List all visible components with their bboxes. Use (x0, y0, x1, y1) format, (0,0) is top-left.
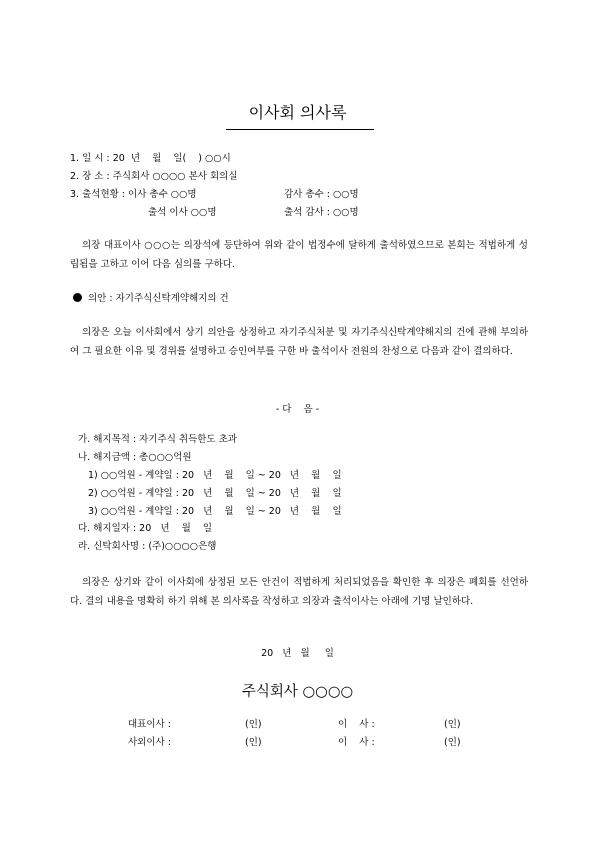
signing-date: 20 년 월 일 (261, 648, 334, 659)
agenda-text: 의안 : 자기주식신탁계약해지의 건 (88, 293, 229, 304)
attendance-auditors-present: 출석 감사 : ○○명 (284, 207, 359, 218)
attendance-directors-present: 출석 이사 ○○명 (148, 207, 217, 218)
title-underline (226, 129, 374, 130)
document-title: 이사회 의사록 (248, 103, 347, 122)
item-purpose: 가. 해지목적 : 자기주식 취득한도 초과 (78, 434, 237, 445)
outside-director-label: 사외이사 : (128, 737, 171, 748)
meeting-place: 2. 장 소 : 주식회사 ○○○○ 본사 회의실 (70, 171, 238, 182)
agenda-line (73, 293, 229, 305)
attendance-auditors-total: 감사 총수 : ○○명 (284, 189, 359, 200)
item-contract-2: 2) ○○억원 - 계약일 : 20 년 월 일 ~ 20 년 월 일 (88, 488, 342, 499)
ceo-label: 대표이사 : (128, 719, 171, 730)
meeting-datetime: 1. 일 시 : 20 년 월 일( ) ○○시 (70, 153, 231, 164)
director2-seal: (인) (444, 737, 461, 748)
director2-label: 이 사 : (338, 737, 375, 748)
resolution-heading: - 다 음 - (275, 404, 320, 415)
company-name: 주식회사 ○○○○ (241, 684, 354, 700)
director1-label: 이 사 : (338, 719, 375, 730)
director1-seal: (인) (444, 719, 461, 730)
closing-paragraph: 의장은 상기와 같이 이사회에 상정된 모든 안건이 적법하게 처리되었음을 확인한 후 의장은 폐회를 선언하다. 결의 내용을 명확히 하기 위해 본 의사록을 작성하고 의장과 출석이사는 아래에 기명 날인하다. (70, 577, 528, 607)
attendance-directors-total: 3. 출석현황 : 이사 총수 ○○명 (70, 189, 197, 200)
body-paragraph: 의장은 오늘 이사회에서 상기 의안을 상정하고 자기주식처분 및 자기주식신탁계약해지의 건에 관해 부의하여 그 필요한 이유 및 경위를 설명하고 승인여부를 구한 바 출석이사 전원의 찬성으로 다음과 같이 결의하다. (70, 327, 528, 357)
outside-director-seal: (인) (245, 737, 262, 748)
intro-paragraph: 의장 대표이사 ○○○는 의장석에 등단하여 위와 같이 법정수에 달하게 출석하였으므로 본회는 적법하게 성립됨을 고하고 이어 다음 심의를 구하다. (70, 240, 528, 270)
ceo-seal: (인) (245, 719, 262, 730)
item-termination-date: 다. 해지일자 : 20 년 월 일 (78, 523, 213, 534)
item-contract-1: 1) ○○억원 - 계약일 : 20 년 월 일 ~ 20 년 월 일 (88, 470, 342, 481)
item-contract-3: 3) ○○억원 - 계약일 : 20 년 월 일 ~ 20 년 월 일 (88, 506, 342, 517)
item-trust-company: 라. 신탁회사명 : (주)○○○○은행 (78, 541, 217, 552)
bullet-icon (73, 293, 82, 302)
item-amount: 나. 해지금액 : 총○○○억원 (78, 452, 192, 463)
